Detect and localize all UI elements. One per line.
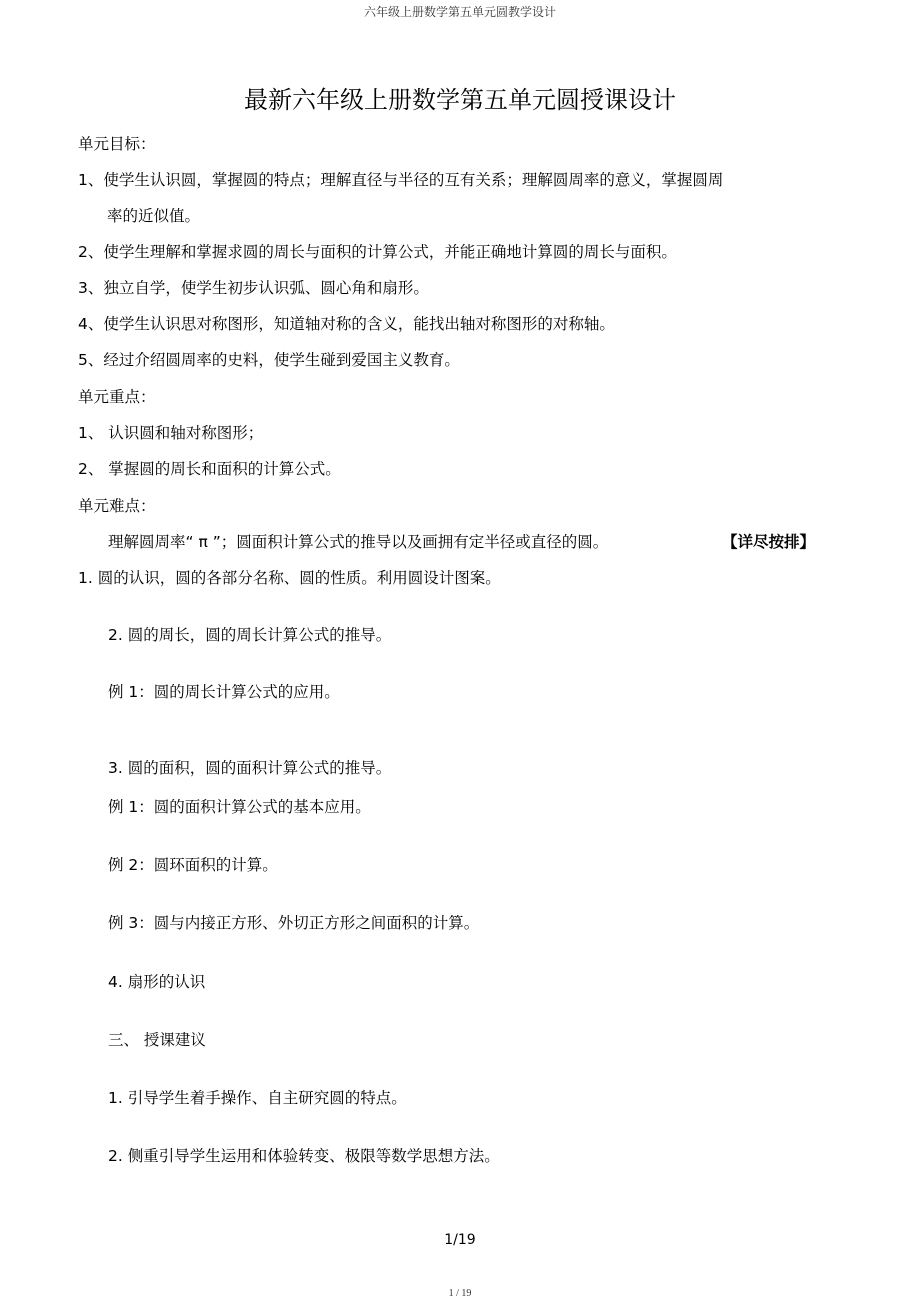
- page-footer: 1 / 19: [448, 1288, 472, 1299]
- arrangement-tag: 【详尽按排】: [722, 533, 816, 551]
- keypoints-heading: 单元重点：: [78, 388, 156, 406]
- arrangement-item: 2. 圆的周长，圆的周长计算公式的推导。: [108, 626, 392, 644]
- keypoint-item: 2、 掌握圆的周长和面积的计算公式。: [78, 460, 341, 478]
- arrangement-example: 例 2：圆环面积的计算。: [108, 856, 278, 874]
- goal-item: 率的近似值。: [107, 207, 201, 225]
- goal-item: 4、使学生认识思对称图形，知道轴对称的含义，能找出轴对称图形的对称轴。: [78, 315, 615, 333]
- arrangement-item: 3. 圆的面积，圆的面积计算公式的推导。: [108, 759, 392, 777]
- suggestions-heading: 三、 授课建议: [108, 1031, 206, 1049]
- goal-item: 2、使学生理解和掌握求圆的周长与面积的计算公式，并能正确地计算圆的周长与面积。: [78, 243, 677, 261]
- suggestion-item: 2. 侧重引导学生运用和体验转变、极限等数学思想方法。: [108, 1147, 500, 1165]
- keypoint-item: 1、 认识圆和轴对称图形；: [78, 424, 264, 442]
- goals-heading: 单元目标：: [78, 135, 156, 153]
- difficulties-heading: 单元难点：: [78, 497, 156, 515]
- arrangement-example: 例 1：圆的面积计算公式的基本应用。: [108, 798, 371, 816]
- arrangement-example: 例 1：圆的周长计算公式的应用。: [108, 683, 340, 701]
- difficulties-text: 理解圆周率“ π ”；圆面积计算公式的推导以及画拥有定半径或直径的圆。: [108, 533, 609, 551]
- arrangement-item: 1. 圆的认识，圆的各部分名称、圆的性质。利用圆设计图案。: [78, 569, 501, 587]
- goal-item: 5、经过介绍圆周率的史料，使学生碰到爱国主义教育。: [78, 351, 460, 369]
- arrangement-item: 4. 扇形的认识: [108, 973, 206, 991]
- suggestion-item: 1. 引导学生着手操作、自主研究圆的特点。: [108, 1089, 407, 1107]
- goal-item: 3、独立自学，使学生初步认识弧、圆心角和扇形。: [78, 279, 429, 297]
- document-title: 最新六年级上册数学第五单元圆授课设计: [244, 86, 676, 114]
- arrangement-example: 例 3：圆与内接正方形、外切正方形之间面积的计算。: [108, 914, 480, 932]
- page-number: 1/19: [444, 1232, 476, 1248]
- document-header: 六年级上册数学第五单元圆教学设计: [363, 5, 556, 19]
- goal-item: 1、使学生认识圆，掌握圆的特点；理解直径与半径的互有关系；理解圆周率的意义，掌握圆周: [78, 171, 724, 189]
